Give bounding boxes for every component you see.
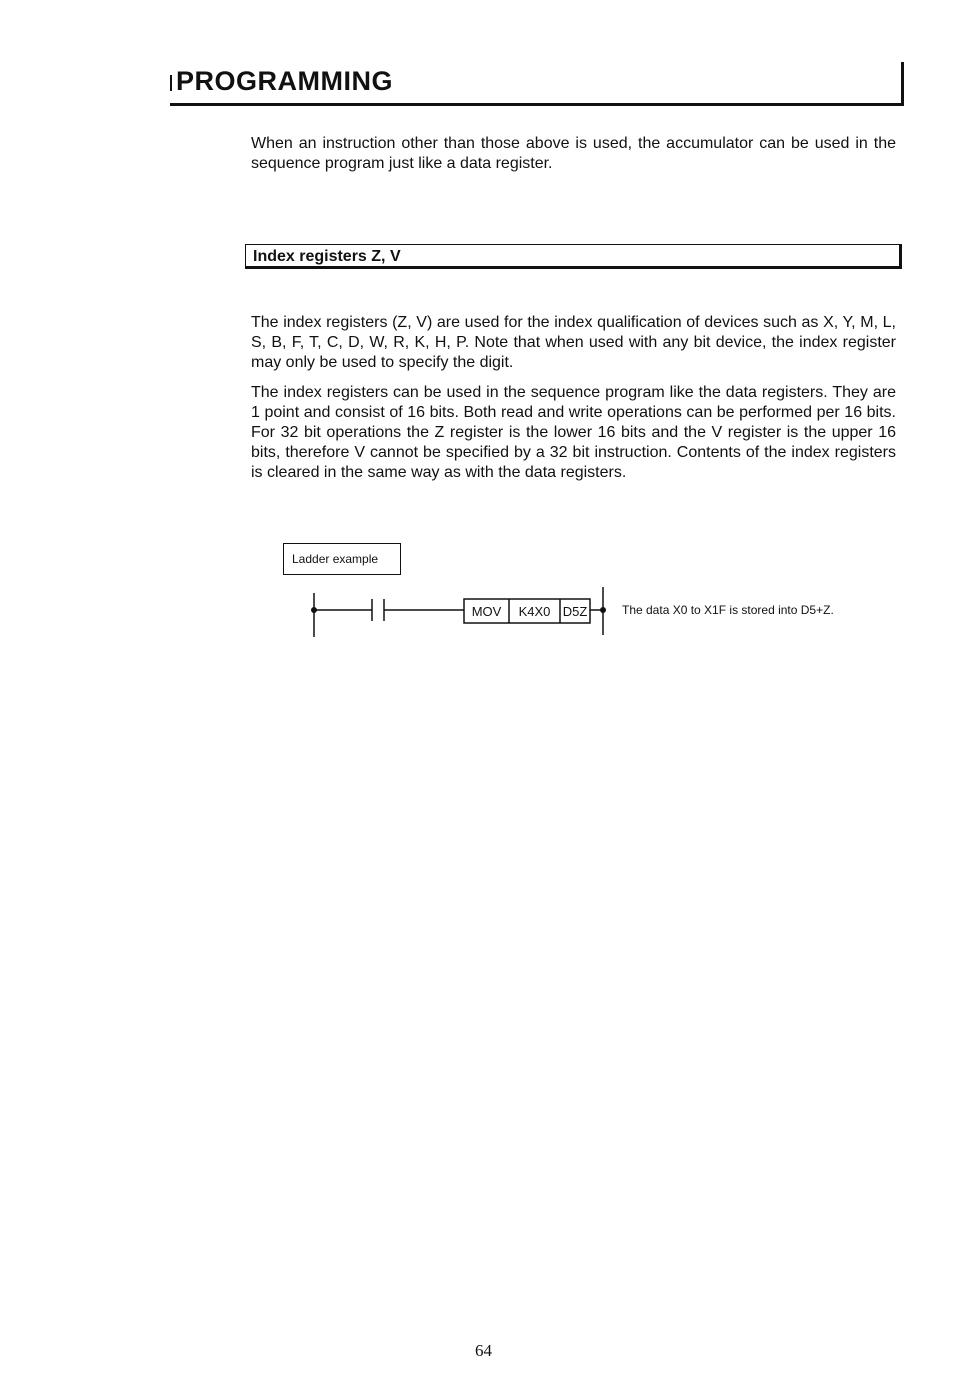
page-title: PROGRAMMING — [176, 66, 393, 96]
intro-paragraph: When an instruction other than those above is used, the accumulator can be used in the sequence program just like a data register. — [251, 135, 896, 172]
section-heading: Index registers Z, V — [253, 248, 401, 265]
ladder-note: The data X0 to X1F is stored into D5+Z. — [622, 603, 834, 617]
section-paragraph-1: The index registers (Z, V) are used for the index qualification of devices such as X, Y, M, L, S, B, F, T, C, D, W, R, K, H, P. Note that when used with any bit device, the index register may only be used to specify the digit. — [251, 314, 896, 371]
right-rail-node — [600, 607, 606, 613]
section-paragraph-2: The index registers can be used in the sequence program like the data registers. They are 1 point and consist of 16 bits. Both read and write operations can be performed per 16 bits. For 32 bit operations the Z register is the lower 16 bits and the V register is the upper 16 bits, therefore V cannot be specified by a 32 bit instruction. Contents of the index registers is cleared in the same way as with the data registers. — [251, 384, 896, 481]
ladder-diagram — [300, 585, 620, 645]
ladder-example-label: Ladder example — [283, 543, 401, 575]
title-marker — [170, 75, 172, 91]
title-right-bar — [901, 62, 904, 106]
instruction-mnemonic: MOV — [471, 604, 502, 619]
left-rail-node — [311, 607, 317, 613]
instruction-destination: D5Z — [562, 604, 588, 619]
page-number: 64 — [475, 1341, 492, 1360]
title-underline — [170, 103, 904, 106]
instruction-source: K4X0 — [518, 604, 551, 619]
